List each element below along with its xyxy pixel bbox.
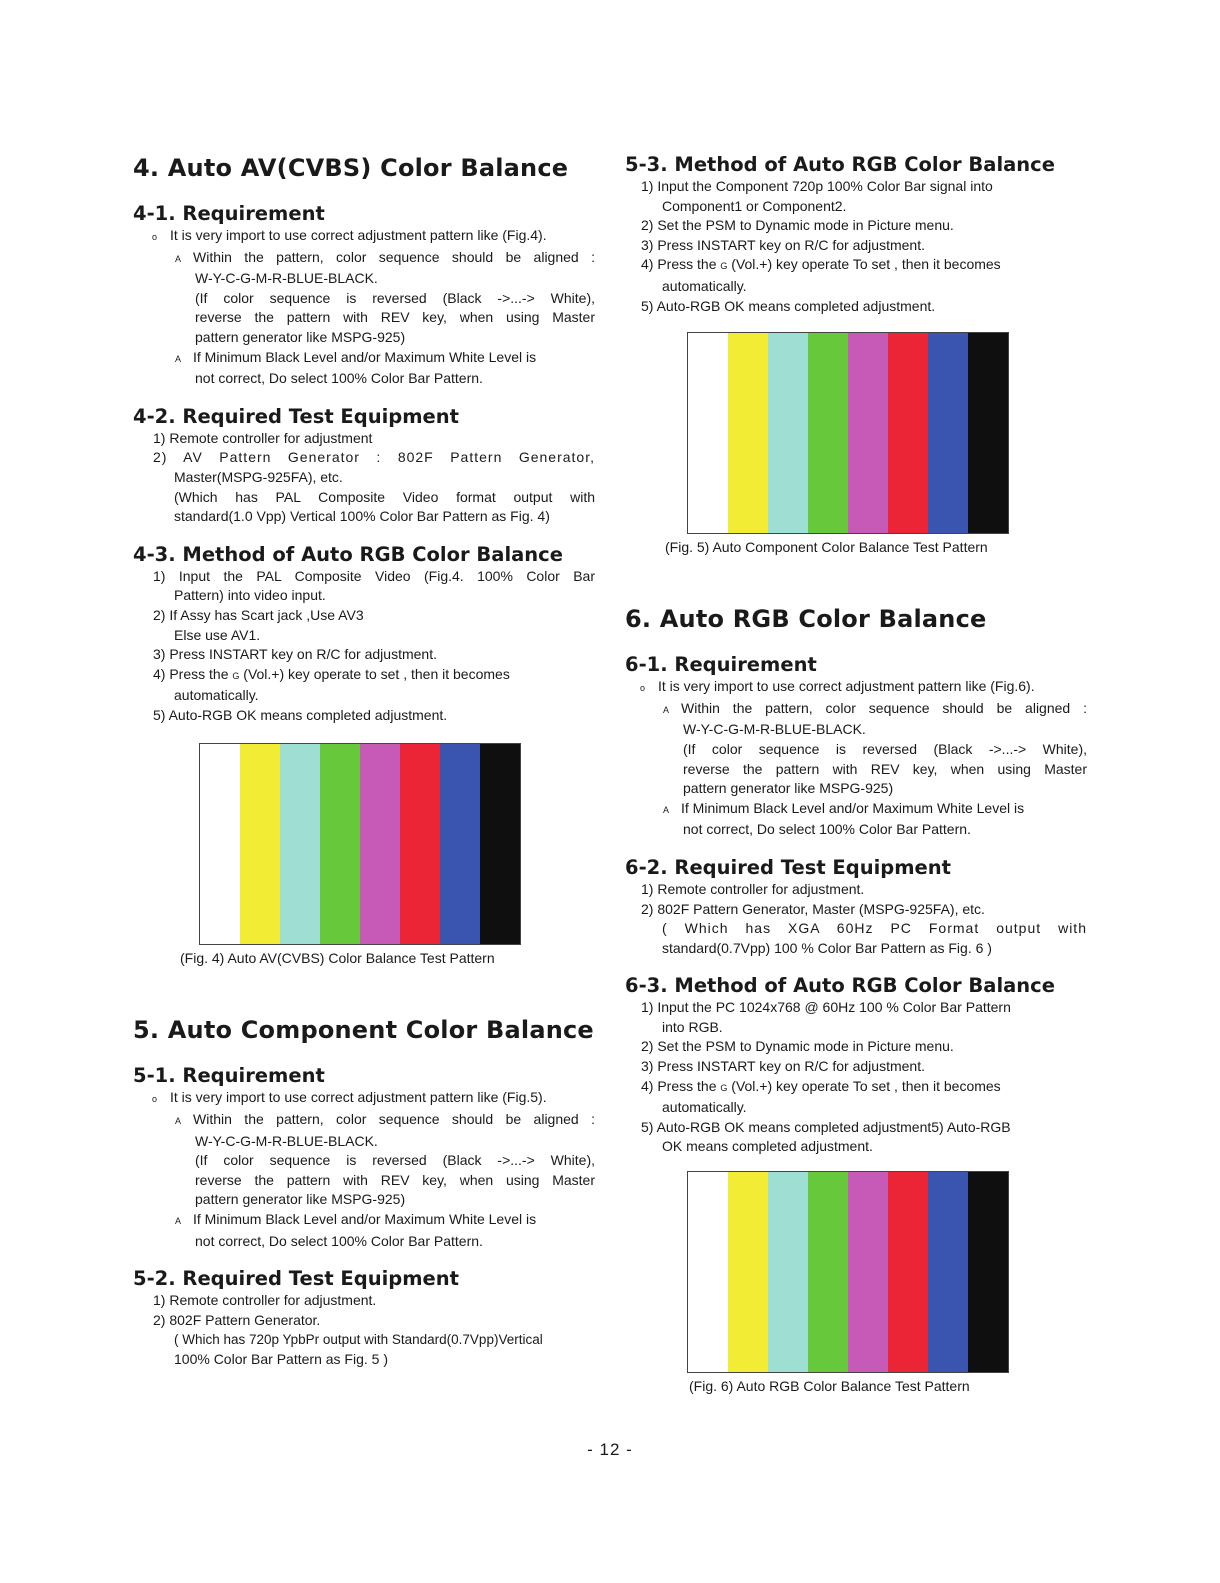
bullet-icon: A: [175, 353, 182, 364]
method-line: OK means completed adjustment.: [662, 1138, 873, 1155]
requirement-line: A Within the pattern, color sequence should be aligned :: [625, 699, 1087, 721]
requirement-line: W-Y-C-G-M-R-BLUE-BLACK.: [683, 721, 866, 738]
method-line: 2) Set the PSM to Dynamic mode in Picture menu.: [641, 1038, 954, 1055]
color-bar: [728, 1172, 768, 1372]
section-6-1-heading: 6-1. Requirement: [625, 653, 817, 677]
fig4-caption: (Fig. 4) Auto AV(CVBS) Color Balance Test Pattern: [180, 950, 495, 967]
equipment-line: 100% Color Bar Pattern as Fig. 5 ): [174, 1351, 388, 1367]
page-number: - 12 -: [587, 1440, 633, 1459]
section-6-title: 6. Auto RGB Color Balance: [625, 605, 987, 634]
bullet-icon: A: [175, 253, 182, 264]
color-bar: [848, 1172, 888, 1372]
method-line: automatically.: [174, 687, 259, 704]
requirement-line: A If Minimum Black Level and/or Maximum White Level is: [133, 348, 595, 370]
bullet-icon: o: [152, 232, 158, 242]
fig4-color-bar-pattern: [199, 743, 521, 945]
method-line: 4) Press the G (Vol.+) key operate To set , then it becomes: [641, 1077, 1001, 1094]
fig6-color-bar-pattern: [687, 1171, 1009, 1373]
section-6-2-heading: 6-2. Required Test Equipment: [625, 855, 951, 879]
method-line: 5) Auto-RGB OK means completed adjustment.: [641, 297, 936, 314]
requirement-line: pattern generator like MSPG-925): [195, 1191, 406, 1208]
method-line: 2) If Assy has Scart jack ,Use AV3: [153, 606, 364, 623]
color-bar: [968, 333, 1008, 533]
color-bar: [808, 333, 848, 533]
bullet-icon: o: [640, 683, 646, 694]
color-bar: [280, 744, 320, 944]
color-bar: [928, 333, 968, 533]
color-bar: [808, 1172, 848, 1372]
color-bar: [688, 1172, 728, 1372]
equipment-line: ( Which has XGA 60Hz PC Format output with: [662, 920, 1087, 937]
section-5-title: 5. Auto Component Color Balance: [133, 1016, 594, 1045]
requirement-intro: o It is very import to use correct adjustment pattern like (Fig.6).: [625, 677, 1087, 699]
color-bar: [968, 1172, 1008, 1372]
method-line: automatically.: [662, 1099, 747, 1116]
requirement-line: (If color sequence is reversed (Black ->...-> White),: [195, 289, 595, 306]
fig5-caption: (Fig. 5) Auto Component Color Balance Test Pattern: [665, 539, 988, 556]
equipment-line: Master(MSPG-925FA), etc.: [174, 468, 343, 485]
requirement-line: reverse the pattern with REV key, when using Master: [195, 309, 595, 326]
requirement-line: not correct, Do select 100% Color Bar Pattern.: [195, 1232, 483, 1249]
bullet-icon: A: [175, 1116, 182, 1127]
equipment-line: (Which has PAL Composite Video format output with: [174, 488, 595, 505]
method-line: Component1 or Component2.: [662, 197, 847, 214]
equipment-line: standard(0.7Vpp) 100 % Color Bar Pattern as Fig. 6 ): [662, 939, 992, 956]
method-line: 4) Press the G (Vol.+) key operate to set , then it becomes: [153, 665, 510, 682]
bullet-icon: A: [663, 804, 670, 815]
requirement-line: W-Y-C-G-M-R-BLUE-BLACK.: [195, 1132, 378, 1149]
equipment-line: ( Which has 720p YpbPr output with Standard(0.7Vpp)Vertical: [174, 1332, 543, 1348]
method-line: 1) Input the PC 1024x768 @ 60Hz 100 % Color Bar Pattern: [641, 999, 1011, 1016]
requirement-line: W-Y-C-G-M-R-BLUE-BLACK.: [195, 270, 378, 287]
method-line: 3) Press INSTART key on R/C for adjustment.: [641, 1058, 925, 1075]
method-line: 4) Press the G (Vol.+) key operate To set , then it becomes: [641, 256, 1001, 273]
section-6-3-heading: 6-3. Method of Auto RGB Color Balance: [625, 974, 1055, 998]
equipment-line: 1) Remote controller for adjustment.: [153, 1292, 377, 1309]
equipment-line: 1) Remote controller for adjustment: [153, 429, 373, 446]
section-5-3-heading: 5-3. Method of Auto RGB Color Balance: [625, 153, 1055, 176]
method-line: 3) Press INSTART key on R/C for adjustment.: [641, 236, 925, 253]
requirement-line: reverse the pattern with REV key, when using Master: [195, 1171, 595, 1188]
method-line: 5) Auto-RGB OK means completed adjustment.: [153, 706, 448, 723]
section-4-title: 4. Auto AV(CVBS) Color Balance: [133, 154, 569, 182]
requirement-line: A If Minimum Black Level and/or Maximum White Level is: [625, 799, 1087, 821]
color-bar: [360, 744, 400, 944]
requirement-line: A Within the pattern, color sequence should be aligned :: [133, 248, 595, 270]
method-line: 1) Input the Component 720p 100% Color Bar signal into: [641, 178, 993, 194]
requirement-intro: o It is very import to use correct adjustment pattern like (Fig.5).: [133, 1088, 595, 1110]
color-bar: [400, 744, 440, 944]
requirement-intro: o It is very import to use correct adjustment pattern like (Fig.4).: [133, 226, 595, 248]
section-4-2-heading: 4-2. Required Test Equipment: [133, 404, 459, 428]
color-bar: [728, 333, 768, 533]
method-line: into RGB.: [662, 1018, 723, 1035]
color-bar: [888, 1172, 928, 1372]
color-bar: [440, 744, 480, 944]
fig5-color-bar-pattern: [687, 332, 1009, 534]
color-bar: [200, 744, 240, 944]
section-5-2-heading: 5-2. Required Test Equipment: [133, 1267, 459, 1291]
requirement-line: pattern generator like MSPG-925): [195, 328, 406, 345]
equipment-line: 1) Remote controller for adjustment.: [641, 880, 865, 897]
section-5-1-heading: 5-1. Requirement: [133, 1064, 325, 1088]
equipment-line: standard(1.0 Vpp) Vertical 100% Color Bar Pattern as Fig. 4): [174, 508, 550, 525]
method-line: Pattern) into video input.: [174, 587, 326, 604]
vol-key-icon: G: [720, 261, 728, 272]
method-line: 1) Input the PAL Composite Video (Fig.4. 100% Color Bar: [153, 567, 595, 584]
color-bar: [320, 744, 360, 944]
color-bar: [768, 333, 808, 533]
color-bar: [888, 333, 928, 533]
method-line: Else use AV1.: [174, 626, 261, 643]
section-4-3-heading: 4-3. Method of Auto RGB Color Balance: [133, 542, 563, 566]
method-line: 3) Press INSTART key on R/C for adjustment.: [153, 646, 437, 663]
bullet-icon: A: [663, 704, 670, 715]
requirement-line: (If color sequence is reversed (Black ->...-> White),: [683, 740, 1087, 757]
requirement-line: not correct, Do select 100% Color Bar Pattern.: [195, 370, 483, 387]
requirement-line: A If Minimum Black Level and/or Maximum White Level is: [133, 1210, 595, 1232]
requirement-line: not correct, Do select 100% Color Bar Pattern.: [683, 821, 971, 838]
method-line: automatically.: [662, 277, 747, 294]
bullet-icon: o: [152, 1094, 158, 1105]
vol-key-icon: G: [232, 670, 240, 681]
requirement-line: (If color sequence is reversed (Black ->...-> White),: [195, 1152, 595, 1169]
requirement-line: pattern generator like MSPG-925): [683, 780, 894, 797]
fig6-caption: (Fig. 6) Auto RGB Color Balance Test Pattern: [689, 1378, 970, 1395]
requirement-line: reverse the pattern with REV key, when using Master: [683, 760, 1087, 777]
color-bar: [768, 1172, 808, 1372]
color-bar: [848, 333, 888, 533]
right-column: [625, 150, 1087, 1396]
equipment-line: 2) 802F Pattern Generator.: [153, 1311, 321, 1328]
method-line: 5) Auto-RGB OK means completed adjustment5) Auto-RGB: [641, 1118, 1011, 1135]
bullet-icon: A: [175, 1216, 182, 1227]
color-bar: [688, 333, 728, 533]
method-line: 2) Set the PSM to Dynamic mode in Picture menu.: [641, 217, 954, 234]
left-column: [133, 150, 595, 1370]
color-bar: [928, 1172, 968, 1372]
color-bar: [240, 744, 280, 944]
equipment-line: 2) 802F Pattern Generator, Master (MSPG-925FA), etc.: [641, 900, 985, 917]
equipment-line: 2) AV Pattern Generator : 802F Pattern Generator,: [153, 449, 595, 466]
vol-key-icon: G: [720, 1082, 728, 1093]
section-4-1-heading: 4-1. Requirement: [133, 202, 325, 225]
requirement-line: A Within the pattern, color sequence should be aligned :: [133, 1110, 595, 1132]
color-bar: [480, 744, 520, 944]
